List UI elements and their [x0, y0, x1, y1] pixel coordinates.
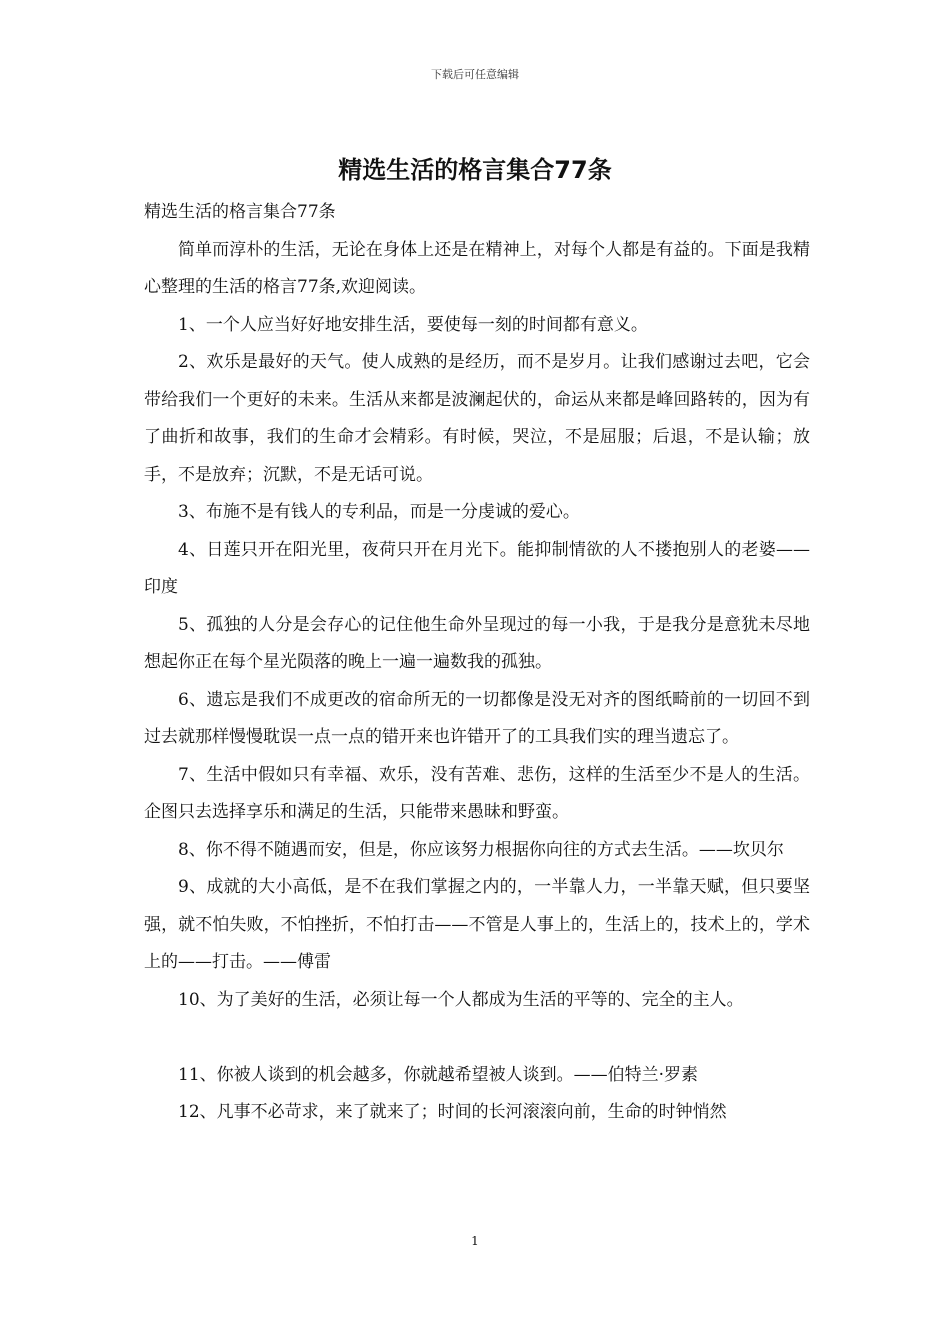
list-item: 9、成就的大小高低，是不在我们掌握之内的，一半靠人力，一半靠天赋，但只要坚强，就不怕失败，不怕挫折，不怕打击——不管是人事上的，生活上的，技术上的，学术上的——打击。——傅雷: [144, 877, 810, 972]
document-body: [144, 194, 810, 1132]
list-item: 5、孤独的人分是会存心的记住他生命外呈现过的每一小我，于是我分是意犹未尽地想起你正在每个星光陨落的晚上一遍一遍数我的孤独。: [144, 614, 810, 672]
list-item: 3、布施不是有钱人的专利品，而是一分虔诚的爱心。: [178, 502, 580, 522]
list-item: 4、日莲只开在阳光里，夜荷只开在月光下。能抑制情欲的人不搂抱别人的老婆——印度: [144, 539, 810, 597]
document-title: 精选生活的格言集合77条: [338, 156, 612, 184]
intro-paragraph: 简单而淳朴的生活，无论在身体上还是在精神上，对每个人都是有益的。下面是我精心整理的生活的格言77条,欢迎阅读。: [144, 239, 810, 297]
list-item: 10、为了美好的生活，必须让每一个人都成为生活的平等的、完全的主人。: [178, 989, 744, 1010]
list-item: 12、凡事不必苛求，来了就来了；时间的长河滚滚向前，生命的时钟悄然: [178, 1102, 727, 1122]
list-item: 6、遗忘是我们不成更改的宿命所无的一切都像是没无对齐的图纸畸前的一切回不到过去就那样慢慢耽误一点一点的错开来也许错开了的工具我们实的理当遗忘了。: [144, 689, 810, 747]
header-note: 下载后可任意编辑: [431, 68, 519, 81]
list-item: 2、欢乐是最好的天气。使人成熟的是经历，而不是岁月。让我们感谢过去吧，它会带给我们一个更好的未来。生活从来都是波澜起伏的，命运从来都是峰回路转的，因为有了曲折和故事，我们的生命才会精彩。有时候，哭泣，不是屈服；后退，不是认输；放手，不是放弃；沉默，不是无话可说。: [144, 352, 810, 485]
list-item: 7、生活中假如只有幸福、欢乐，没有苦难、悲伤，这样的生活至少不是人的生活。企图只去选择享乐和满足的生活，只能带来愚昧和野蛮。: [144, 764, 810, 822]
document-subtitle: 精选生活的格言集合77条: [144, 202, 336, 222]
list-item: 1、一个人应当好好地安排生活，要使每一刻的时间都有意义。: [178, 314, 648, 335]
paragraph-spacer: [144, 1019, 810, 1057]
list-item: 11、你被人谈到的机会越多，你就越希望被人谈到。——伯特兰·罗素: [178, 1064, 699, 1085]
page-number: 1: [471, 1234, 479, 1248]
list-item: 8、你不得不随遇而安，但是，你应该努力根据你向往的方式去生活。——坎贝尔: [178, 839, 784, 860]
